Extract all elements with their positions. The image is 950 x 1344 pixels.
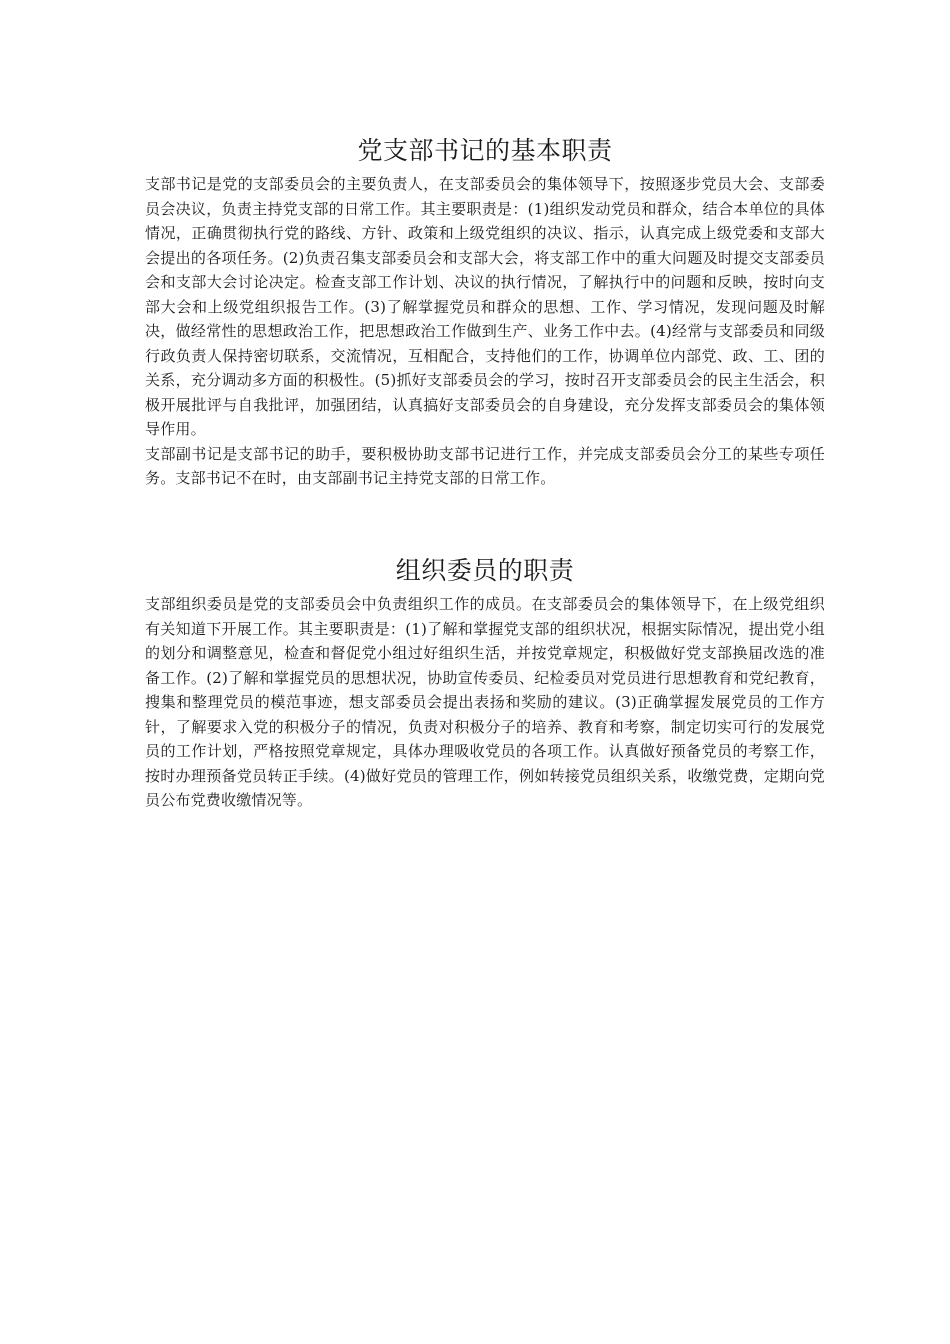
body-paragraph: 支部副书记是支部书记的助手，要积极协助支部书记进行工作，并完成支部委员会分工的某些专项任务。支部书记不在时，由支部副书记主持党支部的日常工作。: [145, 444, 825, 487]
section-organization-member: [145, 554, 825, 813]
body-paragraph: 支部书记是党的支部委员会的主要负责人，在支部委员会的集体领导下，按照逐步党员大会、支部委员会决议，负责主持党支部的日常工作。其主要职责是：(1)组织发动党员和群众，结合本单位的具体情况，正确贯彻执行党的路线、方针、政策和上级党组织的决议、指示，认真完成上级党委和支部大会提出的各项任务。(2)负责召集支部委员会和支部大会，将支部工作中的重大问题及时提交支部委员会和支部大会讨论决定。检查支部工作计划、决议的执行情况，了解执行中的问题和反映，按时向支部大会和上级党组织报告工作。(3)了解掌握党员和群众的思想、工作、学习情况，发现问题及时解决，做经常性的思想政治工作，把思想政治工作做到生产、业务工作中去。(4)经常与支部委员和同级行政负责人保持密切联系，交流情况，互相配合，支持他们的工作，协调单位内部党、政、工、团的关系，充分调动多方面的积极性。(5)抓好支部委员会的学习，按时召开支部委员会的民主生活会，积极开展批评与自我批评，加强团结，认真搞好支部委员会的自身建设，充分发挥支部委员会的集体领导作用。: [145, 175, 825, 438]
section-title: 党支部书记的基本职责: [357, 136, 613, 165]
body-paragraph: 支部组织委员是党的支部委员会中负责组织工作的成员。在支部委员会的集体领导下，在上级党组织有关知道下开展工作。其主要职责是：(1)了解和掌握党支部的组织状况，根据实际情况，提出党小组的划分和调整意见，检查和督促党小组过好组织生活，并按党章规定，积极做好党支部换届改选的准备工作。(2)了解和掌握党员的思想状况，协助宣传委员、纪检委员对党员进行思想教育和党纪教育，搜集和整理党员的模范事迹，想支部委员会提出表扬和奖励的建议。(3)正确掌握发展党员的工作方针，了解要求入党的积极分子的情况，负责对积极分子的培养、教育和考察，制定切实可行的发展党员的工作计划，严格按照党章规定，具体办理吸收党员的各项工作。认真做好预备党员的考察工作，按时办理预备党员转正手续。(4)做好党员的管理工作，例如转接党员组织关系，收缴党费，定期向党员公布党费收缴情况等。: [145, 595, 825, 809]
section-branch-secretary: [145, 134, 825, 491]
section-title: 组织委员的职责: [395, 556, 575, 585]
